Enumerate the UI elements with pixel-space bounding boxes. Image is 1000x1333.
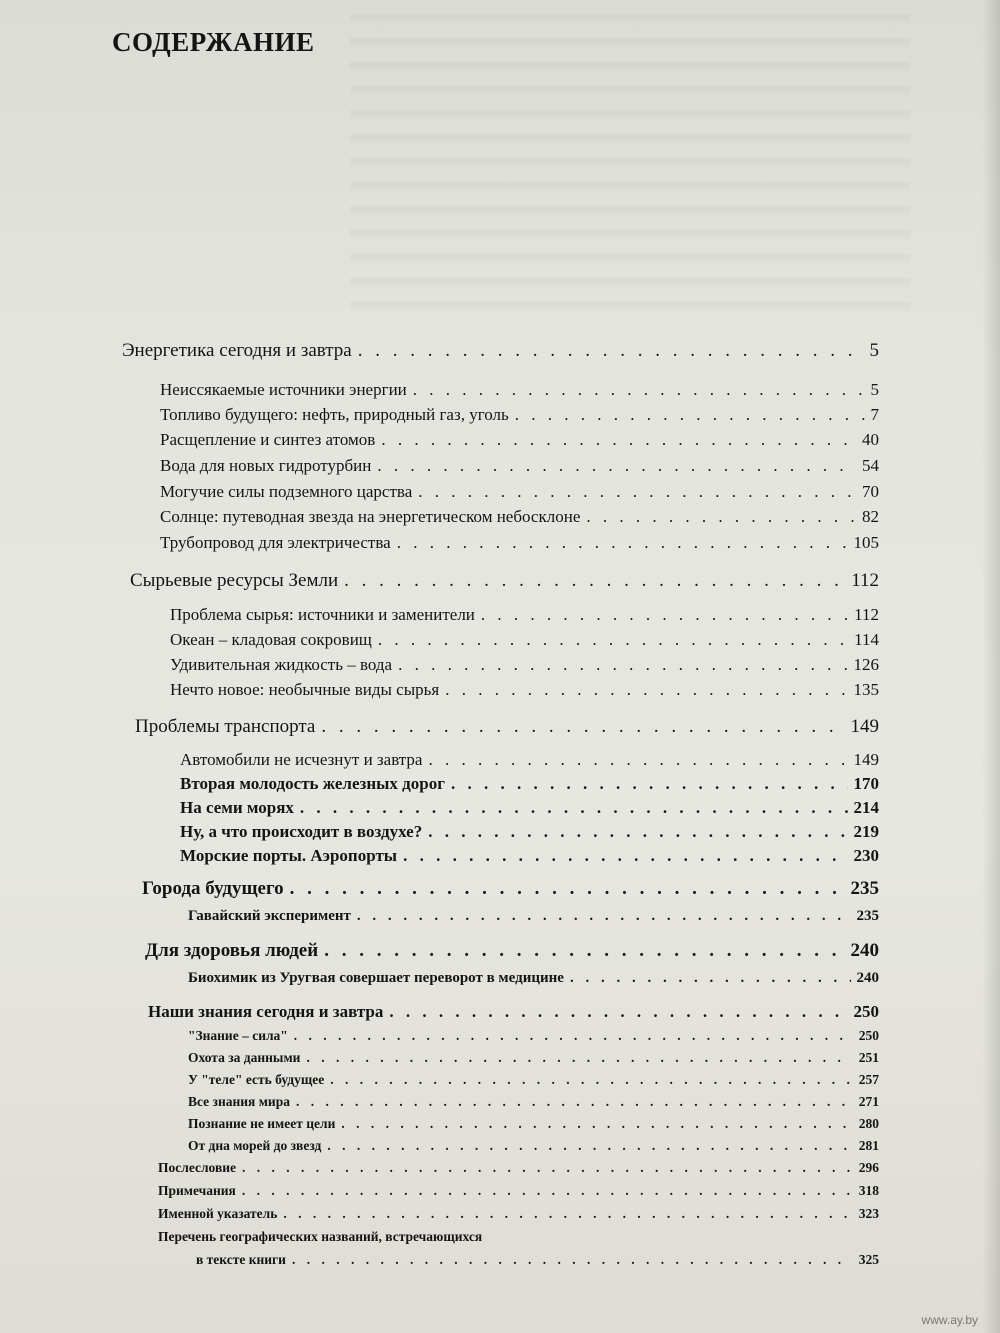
- toc-item: На семи морях . . . 214: [180, 798, 879, 818]
- toc-item: Удивительная жидкость – вода . . . 126: [170, 655, 879, 675]
- toc-item: Биохимик из Уругвая совершает переворот в медицине . . . 240: [188, 970, 879, 987]
- toc-section: Для здоровья людей . . . 240: [145, 940, 879, 962]
- toc-item: "Знание – сила" . . . 250: [188, 1028, 879, 1044]
- toc-item: Познание не имеет цели . . . 280: [188, 1116, 879, 1132]
- toc-section: Города будущего . . . 235: [142, 878, 879, 900]
- toc-item: Проблема сырья: источники и заменители . . . 112: [170, 605, 879, 625]
- toc-section: Наши знания сегодня и завтра . . . 250: [148, 1002, 879, 1022]
- toc-item: Вода для новых гидротурбин . . . 54: [160, 456, 879, 476]
- toc-item: Все знания мира . . . 271: [188, 1094, 879, 1110]
- page-title: СОДЕРЖАНИЕ: [112, 27, 315, 57]
- toc-item: Примечания . . . 318: [158, 1183, 879, 1199]
- toc-item: Нечто новое: необычные виды сырья . . . 135: [170, 680, 879, 700]
- toc-section: Проблемы транспорта . . . 149: [135, 716, 879, 738]
- toc-item: Послесловие . . . 296: [158, 1160, 879, 1176]
- toc-item: Морские порты. Аэропорты . . . 230: [180, 846, 879, 866]
- toc-item: Охота за данными . . . 251: [188, 1050, 879, 1066]
- toc-item: Гавайский эксперимент . . . 235: [188, 908, 879, 925]
- page-edge-shadow: [982, 0, 1000, 1333]
- toc-section: Энергетика сегодня и завтра . . . 5: [122, 340, 879, 362]
- toc-item: в тексте книги . . . 325: [196, 1252, 879, 1268]
- toc-item: Океан – кладовая сокровищ . . . 114: [170, 630, 879, 650]
- toc-item: Солнце: путеводная звезда на энергетическом небосклоне . . . 82: [160, 507, 879, 527]
- toc-item: От дна морей до звезд . . . 281: [188, 1138, 879, 1154]
- bleed-through-text: [350, 0, 910, 320]
- toc-item: Ну, а что происходит в воздухе? . . . 219: [180, 822, 879, 842]
- toc-item: Расщепление и синтез атомов . . . 40: [160, 430, 879, 450]
- toc-section: Сырьевые ресурсы Земли . . . 112: [130, 570, 879, 592]
- toc-item: У "теле" есть будущее . . . 257: [188, 1072, 879, 1088]
- toc-item: Вторая молодость железных дорог . . . 170: [180, 774, 879, 794]
- watermark: www.ay.by: [921, 1313, 978, 1327]
- toc-item: Могучие силы подземного царства . . . 70: [160, 482, 879, 502]
- toc-item-multiline: Перечень географических названий, встречающихся: [158, 1229, 483, 1244]
- toc-item: Автомобили не исчезнут и завтра . . . 149: [180, 750, 879, 770]
- toc-item: Топливо будущего: нефть, природный газ, уголь . . . 7: [160, 405, 879, 425]
- toc-item: Неиссякаемые источники энергии . . . 5: [160, 380, 879, 400]
- toc-item: Трубопровод для электричества . . . 105: [160, 533, 879, 553]
- toc-item: Именной указатель . . . 323: [158, 1206, 879, 1222]
